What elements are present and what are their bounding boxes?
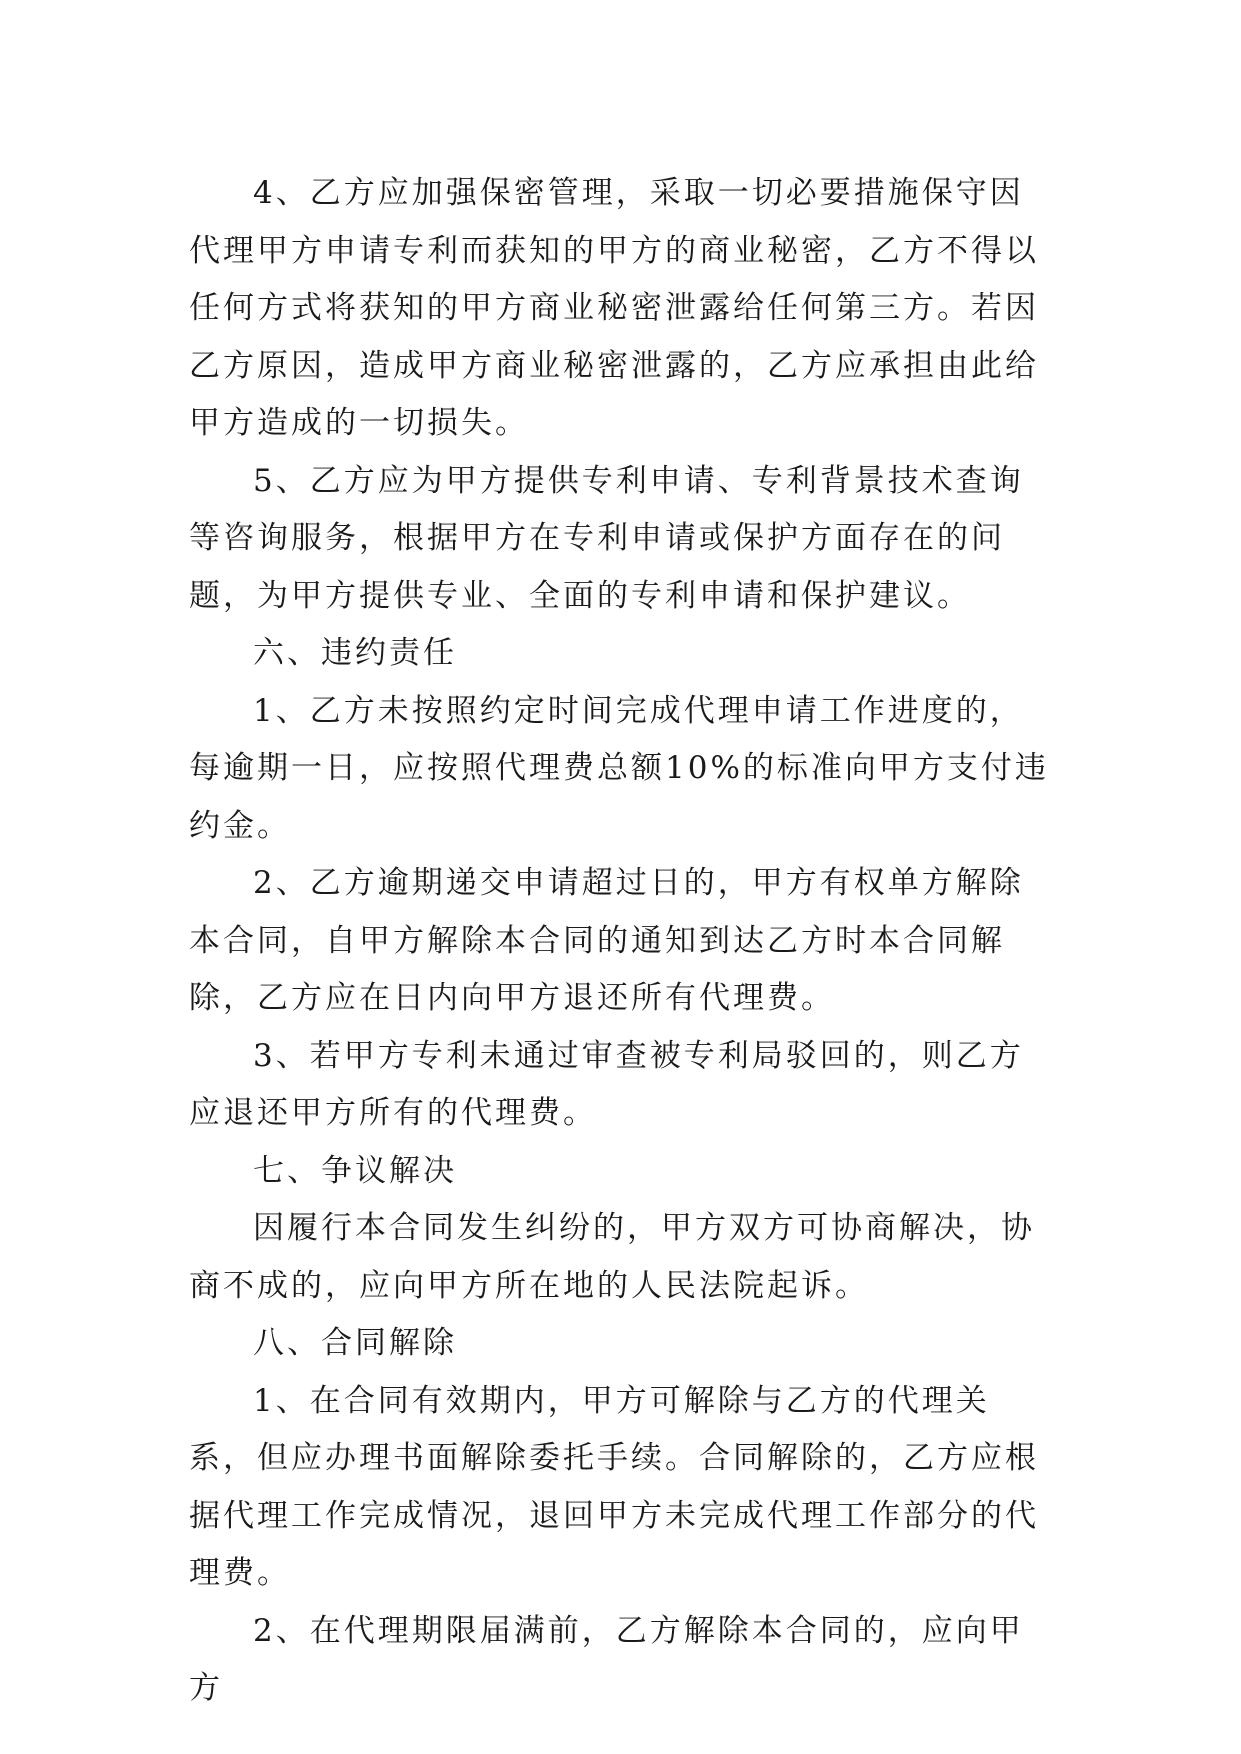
section-heading-contract-termination: 八、合同解除 bbox=[253, 1325, 457, 1361]
clause-termination-by-party-a: 1、在合同有效期内，甲方可解除与乙方的代理关系，但应办理书面解除委托手续。合同解除的，乙方应根据代理工作完成情况，退回甲方未完成代理工作部分的代理费。 bbox=[189, 1382, 1039, 1591]
clause-late-submission-termination: 2、乙方逾期递交申请超过日的，甲方有权单方解除本合同，自甲方解除本合同的通知到达乙方时本合同解除，乙方应在日内向甲方退还所有代理费。 bbox=[189, 865, 1024, 1016]
clause-termination-by-party-b: 2、在代理期限届满前，乙方解除本合同的，应向甲方 bbox=[189, 1612, 1024, 1706]
clause-rejection-refund: 3、若甲方专利未通过审查被专利局驳回的，则乙方应退还甲方所有的代理费。 bbox=[189, 1037, 1024, 1131]
document-page bbox=[189, 165, 1057, 1718]
section-heading-breach-liability: 六、违约责任 bbox=[253, 635, 457, 671]
section-heading-dispute-resolution: 七、争议解决 bbox=[253, 1152, 457, 1189]
clause-confidentiality: 4、乙方应加强保密管理，采取一切必要措施保守因代理甲方申请专利而获知的甲方的商业秘密，乙方不得以任何方式将获知的甲方商业秘密泄露给任何第三方。若因乙方原因，造成甲方商业秘密泄露的，乙方应承担由此给甲方造成的一切损失。 bbox=[189, 175, 1039, 441]
clause-consulting-services: 5、乙方应为甲方提供专利申请、专利背景技术查询等咨询服务，根据甲方在专利申请或保护方面存在的问题，为甲方提供专业、全面的专利申请和保护建议。 bbox=[189, 462, 1024, 614]
clause-late-progress-penalty: 1、乙方未按照约定时间完成代理申请工作进度的，每逾期一日，应按照代理费总额10%的标准向甲方支付违约金。 bbox=[189, 692, 1049, 844]
clause-dispute-litigation: 因履行本合同发生纠纷的，甲方双方可协商解决，协商不成的，应向甲方所在地的人民法院起诉。 bbox=[189, 1210, 1035, 1304]
